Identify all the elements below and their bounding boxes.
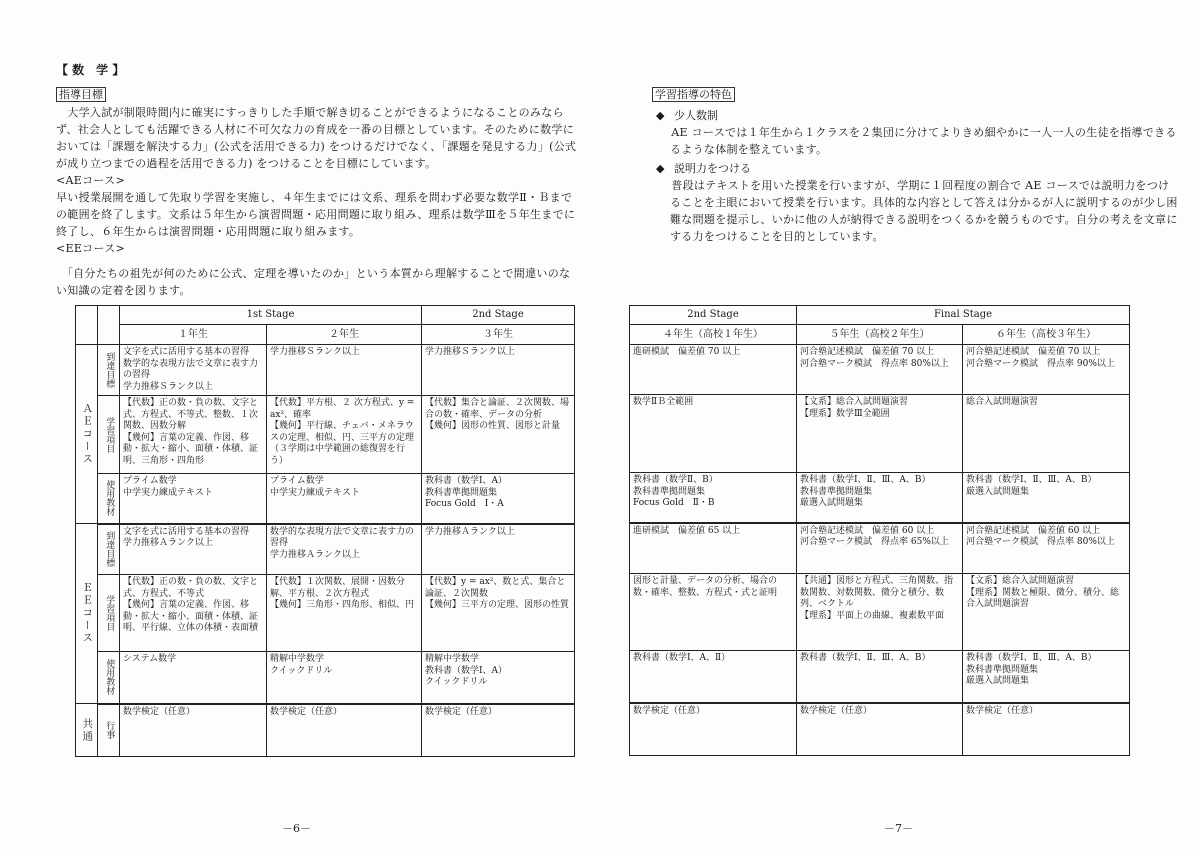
row-label-events: 行事 [98,704,120,757]
bullet-line: AE コースでは１年生から１クラスを２集団に分けてよりきめ細やかに一人一人の生徒を指導できる [660,126,1177,139]
bullet-title: 説明力をつける [673,162,751,175]
row-label-target: 到達目標 [98,524,120,575]
cell: 数学検定（任意） [422,704,575,757]
stage-header: 2nd Stage [422,306,575,325]
cell: 【代数】平方根、２ 次方程式、y = ax²、確率 【幾何】平行線、チェバ・メネラウスの定理、相似、円、三平方の定理 （３学期は中学範囲の総復習を行う） [267,396,422,474]
cell: 河合塾記述模試 偏差値 70 以上 河合塾マーク模試 得点率 80%以上 [797,345,963,395]
cell: 数学検定（任意） [267,704,422,757]
section-heading: 【 数 学 】 [56,63,125,77]
row-label-materials: 使用教材 [98,652,120,704]
cell: 学力推移Ｓランク以上 [422,345,575,396]
ae-line: の範囲を終了します。文系は５年生から演習問題・応用問題に取り組み、理系は数学Ⅲを５年生までに [56,208,576,221]
grade-header: ２年生 [267,325,422,345]
grade-header: ５年生（高校２年生） [797,325,963,345]
features-title-label: 学習指導の特色 [652,87,735,102]
cell: 【共通】図形と方程式、三角関数、指数関数、対数関数、微分と積分、数列、ベクトル 【理系】平面上の曲線、複素数平面 [797,574,963,651]
diamond-bullet-icon: ◆ [656,162,665,175]
grade-header: ４年生（高校１年生） [630,325,797,345]
course-label-common: 共通 [76,704,98,757]
cell: 数学ⅡＢ全範囲 [630,395,797,473]
ae-line: 早い授業展開を通して先取り学習を実施し、４年生までには文系、理系を問わず必要な数学Ⅱ・Ｂまで [56,191,573,204]
goal-line: ず、社会人としても活躍できる人材に不可欠な力の育成を一番の目標としています。そのために数学に [56,123,575,136]
cell: 図形と計量、データの分析、場合の数・確率、整数、方程式・式と証明 [630,574,797,651]
cell: 精解中学数学 教科書（数学Ⅰ、A） クイックドリル [422,652,575,704]
cell: システム数学 [120,652,267,704]
stage-header: Final Stage [797,306,1130,325]
grade-header: ６年生（高校３年生） [963,325,1130,345]
cell: プライム数学 中学実力練成テキスト [267,474,422,524]
diamond-bullet-icon: ◆ [656,109,665,122]
cell: 【代数】y = ax²、数と式、集合と論証、２次関数 【幾何】三平方の定理、図形の性質 [422,575,575,652]
cell: 学力推移Ｓランク以上 [267,345,422,396]
cell: 河合塾記述模試 偏差値 70 以上 河合塾マーク模試 得点率 90%以上 [963,345,1130,395]
row-label-items: 学習項目 [98,396,120,474]
cell: 数学的な表現方法で文章に表す力の習得 学力推移Ａランク以上 [267,524,422,575]
course-label-ae: ＡＥコース [76,345,98,524]
curriculum-table-right [629,305,1130,756]
features-title [652,87,735,104]
row-label-items: 学習項目 [98,575,120,652]
cell: 教科書（数学Ⅰ、Ⅱ、Ⅲ、A、B） 教科書準拠問題集 厳選入試問題集 [963,651,1130,703]
ae-line: 終了し、６年生からは演習問題・応用問題に取り組みます。 [56,225,361,238]
cell: 【文系】総合入試問題演習 【理系】数学Ⅲ全範囲 [797,395,963,473]
ee-course-title: <EEコース> [56,242,126,255]
cell: 教科書（数学Ⅰ、A、Ⅱ） [630,651,797,703]
bullet-explanation [656,161,751,178]
cell: 文字を式に活用する基本の習得 学力推移Ａランク以上 [120,524,267,575]
bullet-line: 普段はテキストを用いた授業を行いますが、学期に１回程度の割合で AE コースでは説明力をつけ [660,179,1170,192]
page-number-left: －6－ [282,822,311,835]
bullet-small-class [656,108,718,125]
bullet-line: 難な問題を提示し、いかに他の人が納得できる説明をつくるかを競うものです。自分の考えを文章に [670,213,1178,226]
bullet-line: ることを主眼において授業を行います。具体的な内容として答えは分かるが人に説明するのが少し困 [670,196,1178,209]
bullet-line: るような体制を整えています。 [670,143,828,156]
cell: プライム数学 中学実力練成テキスト [120,474,267,524]
cell: 数学検定（任意） [120,704,267,757]
cell: 【代数】正の数・負の数、文字と式、方程式、不等式、整数、１次関数、因数分解 【幾何】言葉の定義、作図、移動・拡大・縮小、面積・体積、証明、三角形・四角形 [120,396,267,474]
goal-line: が成り立つまでの過程を活用できる力) をつけることを目標にしています。 [56,157,437,170]
cell: 数学検定（任意） [797,703,963,756]
cell: 教科書（数学Ⅱ、B） 教科書準拠問題集 Focus Gold Ⅱ・B [630,473,797,523]
row-label-target: 到達目標 [98,345,120,396]
curriculum-table-left [75,305,575,757]
cell: 数学検定（任意） [630,703,797,756]
cell: 教科書（数学Ⅰ、Ⅱ、Ⅲ、A、B） [797,651,963,703]
cell: 河合塾記述模試 偏差値 60 以上 河合塾マーク模試 得点率 65%以上 [797,523,963,574]
stage-header: 2nd Stage [630,306,797,325]
cell: 教科書（数学Ⅰ、Ⅱ、Ⅲ、A、B） 教科書準拠問題集 厳選入試問題集 [797,473,963,523]
ee-line: 「自分たちの祖先が何のために公式、定理を導いたのか」という本質から理解することで間違いのな [56,267,571,280]
goal-title-label: 指導目標 [56,87,106,102]
goal-line: 大学入試が制限時間内に確実にすっきりした手順で解き切ることができるようになることのみなら [56,106,564,119]
corner-cell [76,306,98,345]
corner-cell [98,306,120,345]
ee-line: い知識の定着を図ります。 [56,284,191,297]
cell: 進研模試 偏差値 70 以上 [630,345,797,395]
grade-header: ３年生 [422,325,575,345]
cell: 【代数】１次関数、展開・因数分解、平方根、２次方程式 【幾何】三角形・四角形、相似、円 [267,575,422,652]
ae-course-title: <AEコース> [56,174,125,187]
goal-line: おいては「課題を解決する力」(公式を活用できる力) をつけるだけでなく、「課題を発見する力」(公式 [56,140,577,153]
cell: 総合入試問題演習 [963,395,1130,473]
course-label-ee: ＥＥコース [76,524,98,704]
row-label-materials: 使用教材 [98,474,120,524]
cell: 文字を式に活用する基本の習得 数学的な表現方法で文章に表す力の習得 学力推移Ｓランク以上 [120,345,267,396]
page-number-right: －7－ [884,822,913,835]
bullet-title: 少人数制 [673,109,718,122]
cell: 精解中学数学 クイックドリル [267,652,422,704]
stage-header: 1st Stage [120,306,422,325]
cell: 学力推移Ａランク以上 [422,524,575,575]
cell: 教科書（数学Ⅰ、A） 教科書準拠問題集 Focus Gold Ⅰ・A [422,474,575,524]
grade-header: １年生 [120,325,267,345]
goal-title [56,87,106,104]
cell: 【代数】正の数・負の数、文字と式、方程式、不等式 【幾何】言葉の定義、作図、移動・拡大・縮小、面積・体積、証明、平行線、立体の体積・表面積 [120,575,267,652]
cell: 河合塾記述模試 偏差値 60 以上 河合塾マーク模試 得点率 80%以上 [963,523,1130,574]
bullet-line: する力をつけることを目的としています。 [670,230,884,243]
cell: 数学検定（任意） [963,703,1130,756]
cell: 【代数】集合と論証、２次関数、場合の数・確率、データの分析 【幾何】図形の性質、図形と計量 [422,396,575,474]
cell: 進研模試 偏差値 65 以上 [630,523,797,574]
cell: 教科書（数学Ⅰ、Ⅱ、Ⅲ、A、B） 厳選入試問題集 [963,473,1130,523]
cell: 【文系】総合入試問題演習 【理系】関数と極限、微分、積分、総合入試問題演習 [963,574,1130,651]
